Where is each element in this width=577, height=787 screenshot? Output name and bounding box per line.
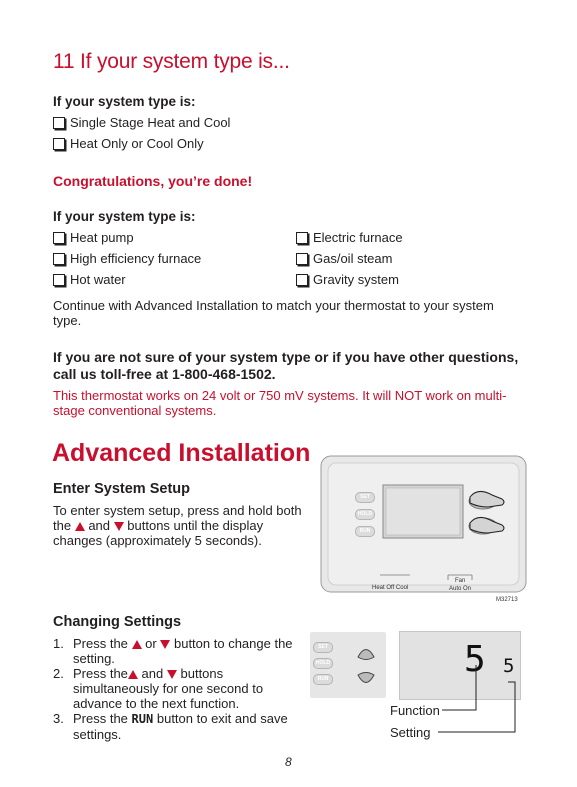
run-key-label: RUN <box>131 712 154 726</box>
step-1 <box>53 636 298 666</box>
step-text: and <box>141 666 164 681</box>
voltage-note: This thermostat works on 24 volt or 750 mV systems. It will NOT work on multi-stage conventional systems. <box>53 388 507 418</box>
enter-setup-text <box>53 503 311 548</box>
system-switch-label: Heat Off Cool <box>372 585 409 591</box>
enter-setup-text-b: buttons until the display changes (approximately 5 seconds). <box>53 518 264 548</box>
setting-digit: 5 <box>503 655 515 677</box>
function-label: Function <box>390 703 440 718</box>
step-text: or <box>145 636 157 651</box>
button-panel-figure <box>310 632 386 698</box>
congrats-text: Congratulations, you’re done! <box>53 173 253 189</box>
option-electric-furnace[interactable] <box>296 230 403 245</box>
thermostat-svg <box>320 455 530 605</box>
group2-heading: If your system type is: <box>53 209 196 224</box>
option-label: Single Stage Heat and Cool <box>70 115 231 130</box>
option-gravity-system[interactable] <box>296 272 399 287</box>
option-gas-oil-steam[interactable] <box>296 251 392 266</box>
advanced-installation-title: Advanced Installation <box>52 439 311 467</box>
not-sure-text: If you are not sure of your system type or if you have other questions, call us toll-free at 1-800-468-1502. <box>53 349 519 382</box>
option-label: Electric furnace <box>313 230 403 245</box>
thermostat-illustration <box>320 455 530 605</box>
model-code: M32713 <box>496 597 518 603</box>
up-arrow-icon <box>132 640 142 649</box>
fan-modes-label: Auto On <box>449 586 472 592</box>
step-text: button to exit and save settings. <box>73 711 288 742</box>
step-3 <box>53 711 298 742</box>
down-arrow-icon <box>114 522 124 531</box>
enter-setup-text-a: To enter system setup, press and hold both the <box>53 503 302 533</box>
checkbox-icon[interactable] <box>53 253 65 265</box>
set-button[interactable]: SET <box>355 492 375 503</box>
set-button[interactable]: SET <box>313 642 333 653</box>
checkbox-icon[interactable] <box>296 274 308 286</box>
step-2 <box>53 666 298 711</box>
continue-text: Continue with Advanced Installation to match your thermostat to your system type. <box>53 298 494 328</box>
option-label: Heat pump <box>70 230 134 245</box>
up-arrow-icon <box>75 522 85 531</box>
step-number: 1. <box>53 636 64 651</box>
option-heat-only[interactable] <box>53 136 204 151</box>
hold-button[interactable]: HOLD <box>313 658 333 669</box>
option-single-stage[interactable] <box>53 115 230 130</box>
step-text: Press the <box>73 666 128 681</box>
hold-button[interactable]: HOLD <box>355 509 375 520</box>
up-arrow-icon <box>128 670 138 679</box>
function-digit: 5 <box>464 639 486 680</box>
option-label: Heat Only or Cool Only <box>70 136 204 151</box>
option-heat-pump[interactable] <box>53 230 134 245</box>
setting-label: Setting <box>390 725 431 740</box>
enter-setup-heading: Enter System Setup <box>53 481 190 497</box>
option-label: Gas/oil steam <box>313 251 393 266</box>
run-button[interactable]: RUN <box>313 674 333 685</box>
run-button[interactable]: RUN <box>355 526 375 537</box>
down-arrow-icon <box>167 670 177 679</box>
down-arrow-icon <box>160 640 170 649</box>
step-text: Press the <box>73 711 128 726</box>
option-label: Gravity system <box>313 272 399 287</box>
changing-steps <box>53 636 298 742</box>
checkbox-icon[interactable] <box>53 274 65 286</box>
enter-setup-text-and: and <box>88 518 111 533</box>
checkbox-icon[interactable] <box>53 138 65 150</box>
option-high-efficiency-furnace[interactable] <box>53 251 201 266</box>
checkbox-icon[interactable] <box>296 253 308 265</box>
option-hot-water[interactable] <box>53 272 126 287</box>
step-text: Press the <box>73 636 128 651</box>
up-down-keys[interactable] <box>356 644 376 688</box>
section-heading: 11 If your system type is... <box>53 50 290 73</box>
step-number: 2. <box>53 666 64 681</box>
option-label: Hot water <box>70 272 126 287</box>
page-number: 8 <box>285 755 292 769</box>
step-number: 3. <box>53 711 64 726</box>
group1-heading: If your system type is: <box>53 94 196 109</box>
checkbox-icon[interactable] <box>53 232 65 244</box>
option-label: High efficiency furnace <box>70 251 202 266</box>
checkbox-icon[interactable] <box>53 117 65 129</box>
changing-settings-heading: Changing Settings <box>53 614 182 630</box>
step-text: button to change the setting. <box>73 636 293 666</box>
step-text: buttons simultaneously for one second to advance to the next function. <box>73 666 264 711</box>
checkbox-icon[interactable] <box>296 232 308 244</box>
fan-label: Fan <box>455 578 466 584</box>
